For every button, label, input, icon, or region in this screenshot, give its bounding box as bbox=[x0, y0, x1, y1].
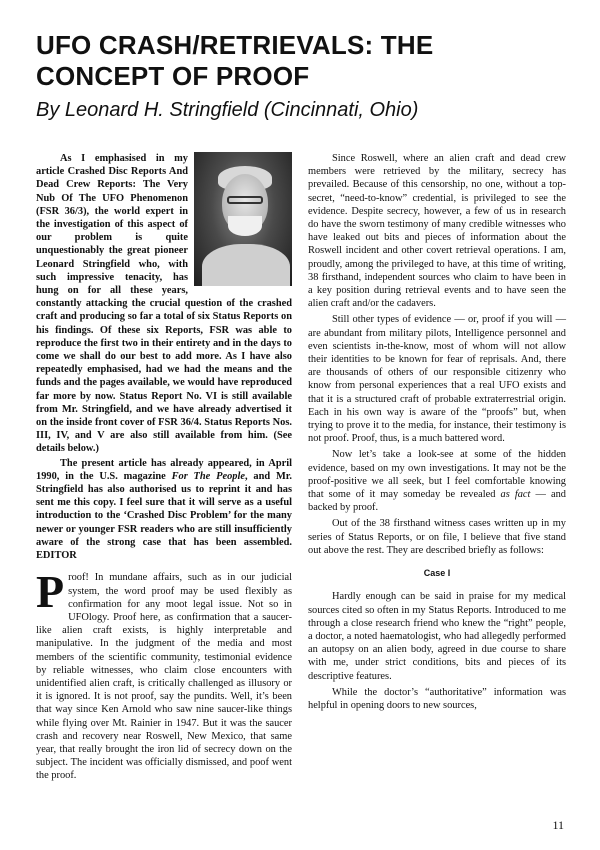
title-line-2: CONCEPT OF PROOF bbox=[36, 61, 310, 91]
title-line-1: UFO CRASH/RETRIEVALS: THE bbox=[36, 30, 434, 60]
body-paragraph: Since Roswell, where an alien craft and dead crew members were retrieved by the military, secrecy has prevailed. Because of this censorship, no one, without a top-secret, “need-to-know” credential, is privileged to see the evidence. Despite secrecy, however, a few of us in research do have the sworn testimony of many credible witnesses who have leaked out bits and pieces of information about the Roswell incident and other covert retrieval operations. I am, proudly, among the privileged to have, at this time of writing, 38 firsthand, independent sources who claim to have been in a key position during retrieval events and to have seen the alien craft and/or the cadavers. bbox=[308, 153, 566, 310]
body-paragraph: Still other types of evidence — or, proof if you will — are abundant from military pilots, Intelligence personnel and even scientists in-the-know, most of whom will not allow their identities to be known for fear of reprisals. And, there are thousands of others of our responsible citizenry who know from personal experiences that a real UFO exists and that it is a structured craft of probable extraterrestrial origin. Each in his own way is aware of the “proofs” but, when trying to prove it to the media, for instance, their testimony is not proof. Proof, thus, is a much battered word. bbox=[308, 314, 566, 445]
intro-paragraph: The present article has already appeared, in April 1990, in the U.S. magazine For The People, and Mr. Stringfield has also authorised us to reprint it and has sent me this copy. I feel sure that it will serve as a useful introduction to the ‘Crashed Disc Problem’ for the many newer or younger FSR readers who are still insufficiently aware of the strong case that has been assembled. EDITOR bbox=[36, 457, 293, 562]
author-photo bbox=[194, 152, 292, 286]
magazine-title: For The People bbox=[171, 470, 245, 482]
author-byline: By Leonard H. Stringfield (Cincinnati, Ohio) bbox=[36, 99, 419, 121]
right-column bbox=[308, 152, 566, 712]
article-title bbox=[36, 30, 576, 92]
body-paragraph: While the doctor’s “authoritative” information was helpful in opening doors to new sources, bbox=[308, 686, 566, 711]
intro-paragraph: As I emphasised in my article Crashed Disc Reports And Dead Crew Reports: The Very Nub Of The UFO Phenomenon (FSR 36/3), the world expert in the investigation of this aspect of our problem is quite unquestionably the great pioneer Leonard Stringfield who, with such impressive tenacity, has hung on for all these years, constantly attacking the crucial question of the crashed craft and producing so far a total of six Status Reports on his findings. Of these six Reports, FSR was able to reproduce the first two in their entirety and in the days to come we shall do our best to add more. As I have also repeatedly emphasised, had we had the means and the funds and the pages available, we would have reproduced far more by now. Status Report No. VI is still available from Mr. Stringfield, and we have already advertised it on the inside front cover of FSR 36/4. Status Reports Nos. III, IV, and V are also still available from him. (See details below.) bbox=[36, 153, 292, 455]
left-column bbox=[36, 152, 292, 783]
body-paragraph: Out of the 38 firsthand witness cases written up in my series of Status Reports, or on file, I believe that five stand out above the rest. They are described briefly as follows: bbox=[308, 518, 566, 556]
drop-cap: P bbox=[36, 566, 65, 618]
body-paragraph: Proof! In mundane affairs, such as in our judicial system, the word proof may be used flexibly as confirmation for any moot legal issue. Not so in UFOlogy. Proof here, as confirmation that a saucer-like alien craft exists, is highly interpretable and manipulative. In the judgment of the media and most members of the scientific community, testimonial evidence by reliable witnesses, who claim close encounters with unidentified alien craft, is critically challenged as illusory or it is ignored. It is not proof, say the pundits. Well, it’s been that way since Ken Arnold who saw nine saucer-like things while flying over Mt. Rainier in 1947. But it was the saucer crash and recovery near Roswell, New Mexico, that same year, that really brought the iron lid of secrecy down on the subject. The incident was officially dismissed, and poof went the proof. bbox=[36, 566, 292, 782]
body-paragraph: Hardly enough can be said in praise for my medical sources cited so often in my Status Reports. Introduced to me through a close research friend who knew the “right” people, a doctor, a noted haematologist, who had allegedly performed an autopsy on an alien body, agreed in due course to share with me, under strict conditions, bits and pieces of its descriptive features. bbox=[308, 591, 566, 682]
body-paragraph: Now let’s take a look-see at some of the hidden evidence, based on my own investigations. It may not be the proof-positive we all seek, but I feel comfortable knowing that some of it may someday be revealed as fact — and backed by proof. bbox=[308, 449, 566, 514]
emphasis-text: as fact bbox=[500, 489, 531, 501]
page-number: 11 bbox=[552, 818, 564, 832]
case-heading: Case I bbox=[423, 568, 451, 579]
article-body-left bbox=[36, 566, 292, 782]
